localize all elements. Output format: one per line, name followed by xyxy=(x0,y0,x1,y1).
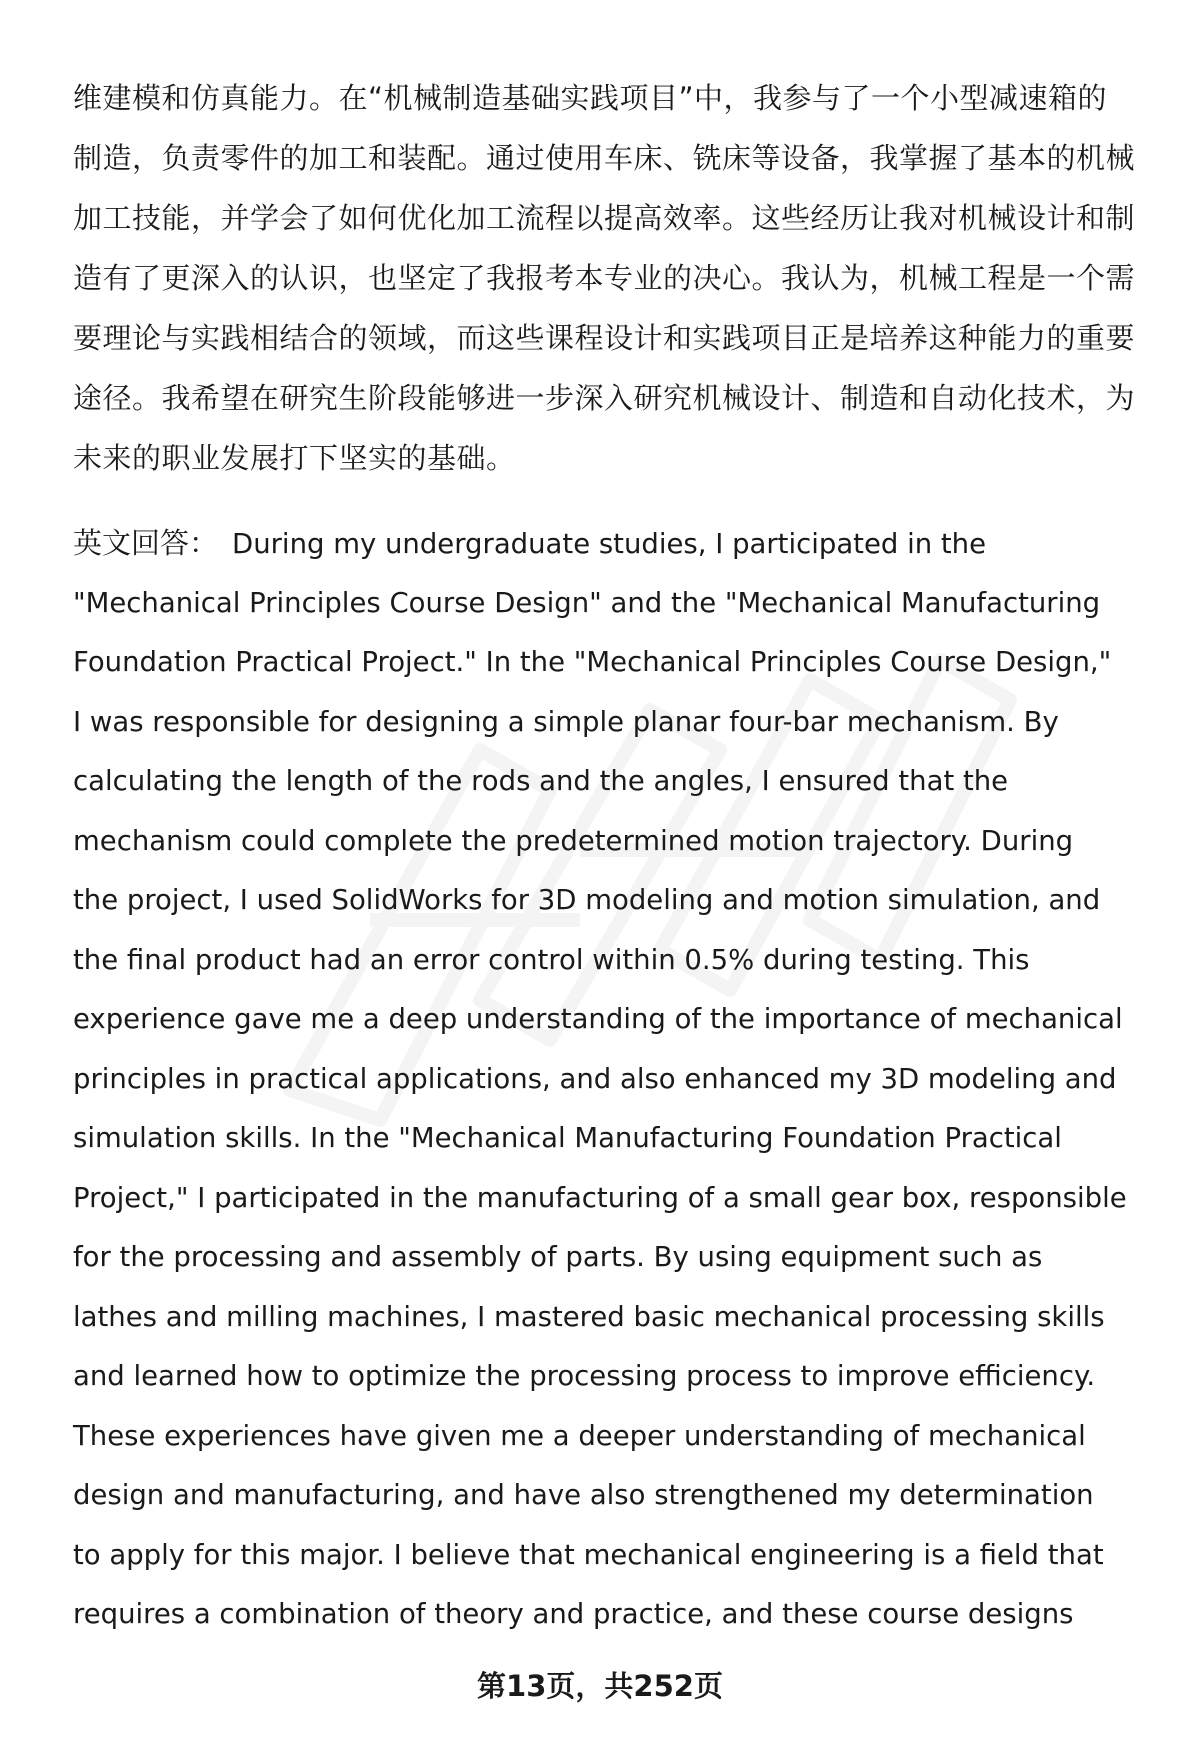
text-line: These experiences have given me a deeper understanding of mechanical xyxy=(73,1419,1086,1452)
text-line: 造有了更深入的认识，也坚定了我报考本专业的决心。我认为，机械工程是一个需 xyxy=(73,261,1136,295)
text-line: calculating the length of the rods and the angles, I ensured that the xyxy=(73,765,1009,797)
english-answer-first-line xyxy=(73,514,1163,574)
text-line: During my undergraduate studies, I participated in the xyxy=(232,528,987,560)
text-line: design and manufacturing, and have also strengthened my determination xyxy=(73,1479,1094,1511)
text-line: Project," I participated in the manufacturing of a small gear box, responsible xyxy=(73,1181,1127,1214)
text-line: lathes and milling machines, I mastered basic mechanical processing skills xyxy=(73,1300,1105,1333)
text-line: principles in practical applications, and also enhanced my 3D modeling and xyxy=(73,1062,1117,1095)
text-line: and learned how to optimize the processing process to improve efficiency. xyxy=(73,1360,1096,1392)
text-line: 维建模和仿真能力。在“机械制造基础实践项目”中，我参与了一个小型减速箱的 xyxy=(73,81,1108,115)
text-line: I was responsible for designing a simple planar four-bar mechanism. By xyxy=(73,705,1059,738)
text-line: Foundation Practical Project." In the "Mechanical Principles Course Design," xyxy=(73,646,1112,678)
text-line: experience gave me a deep understanding of the importance of mechanical xyxy=(73,1003,1123,1035)
text-line: 制造，负责零件的加工和装配。通过使用车床、铣床等设备，我掌握了基本的机械 xyxy=(73,141,1136,175)
text-line: for the processing and assembly of parts. By using equipment such as xyxy=(73,1241,1043,1273)
text-line: 途径。我希望在研究生阶段能够进一步深入研究机械设计、制造和自动化技术，为 xyxy=(73,381,1136,415)
english-answer-label: 英文回答： xyxy=(73,526,219,560)
text-line: 加工技能，并学会了如何优化加工流程以提高效率。这些经历让我对机械设计和制 xyxy=(73,201,1136,235)
text-line: the project, I used SolidWorks for 3D modeling and motion simulation, and xyxy=(73,884,1101,916)
text-line: 未来的职业发展打下坚实的基础。 xyxy=(73,441,516,475)
chinese-paragraph xyxy=(73,68,1153,488)
text-line: simulation skills. In the "Mechanical Manufacturing Foundation Practical xyxy=(73,1122,1062,1154)
text-line: 要理论与实践相结合的领域，而这些课程设计和实践项目正是培养这种能力的重要 xyxy=(73,321,1136,355)
page-number: 第13页，共252页 xyxy=(477,1669,723,1703)
english-answer xyxy=(73,514,1163,1645)
text-line: requires a combination of theory and practice, and these course designs xyxy=(73,1598,1074,1630)
text-line: the final product had an error control within 0.5% during testing. This xyxy=(73,943,1030,976)
text-line: mechanism could complete the predetermined motion trajectory. During xyxy=(73,824,1074,857)
text-line: to apply for this major. I believe that mechanical engineering is a field that xyxy=(73,1538,1104,1571)
text-line: "Mechanical Principles Course Design" and the "Mechanical Manufacturing xyxy=(73,586,1101,619)
